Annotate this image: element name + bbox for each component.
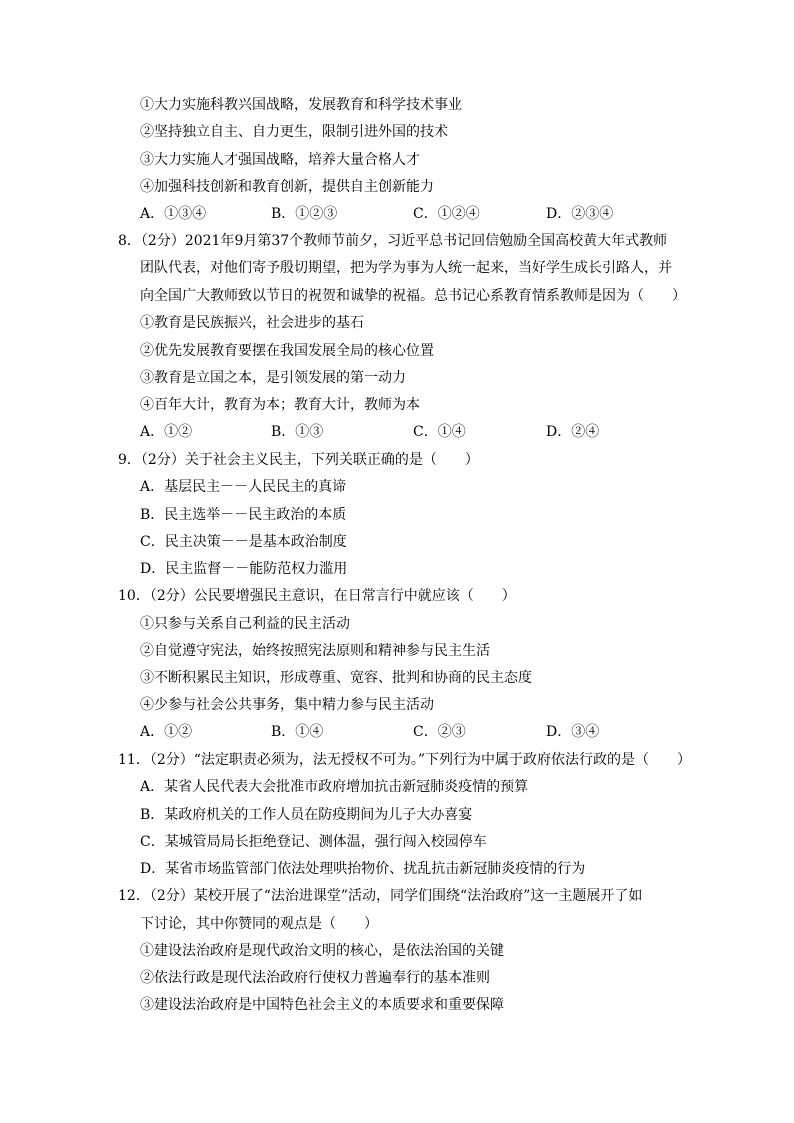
q7-statement-4: ④加强科技创新和教育创新，提供自主创新能力 (140, 179, 434, 195)
q7-options (140, 205, 660, 223)
q9-choice-a[interactable]: A．基层民主－－人民民主的真谛 (140, 479, 347, 495)
q7-option-c[interactable]: C．①②④ (413, 206, 480, 222)
q7-statement-3: ③大力实施人才强国战略，培养大量合格人才 (140, 152, 420, 168)
q10-statement-1: ①只参与关系自己利益的民主活动 (140, 616, 350, 632)
q10-options (140, 723, 660, 741)
q8-stem-line-1: 8．（2分）2021年9月第37个教师节前夕，习近平总书记回信勉励全国高校黄大年式教师 (118, 233, 668, 249)
q8-stem-line-3: 向全国广大教师致以节日的祝贺和诚挚的祝福。总书记心系教育情系教师是因为（ ） (140, 288, 686, 304)
q8-statement-3: ③教育是立国之本，是引领发展的第一动力 (140, 370, 406, 386)
q9-choice-b[interactable]: B．民主选举－－民主政治的本质 (140, 507, 347, 523)
q8-option-a[interactable]: A．①② (140, 424, 193, 440)
q10-statement-4: ④少参与社会公共事务，集中精力参与民主活动 (140, 697, 434, 713)
q8-option-d[interactable]: D．②④ (546, 424, 600, 440)
q12-statement-1: ①建设法治政府是现代政治文明的核心，是依法治国的关键 (140, 943, 504, 959)
q8-statement-2: ②优先发展教育要摆在我国发展全局的核心位置 (140, 343, 434, 359)
q12-stem-line-1: 12．（2分）某校开展了“法治进课堂”活动，同学们围绕“法治政府”这一主题展开了如 (118, 888, 643, 904)
q7-option-d[interactable]: D．②③④ (546, 206, 614, 222)
q7-statement-1: ①大力实施科教兴国战略，发展教育和科学技术事业 (140, 97, 462, 113)
q10-statement-3: ③不断积累民主知识，形成尊重、宽容、批判和协商的民主态度 (140, 670, 532, 686)
q8-option-b[interactable]: B．①③ (271, 424, 324, 440)
q10-option-c[interactable]: C．②③ (413, 724, 466, 740)
q9-choice-c[interactable]: C．民主决策－－是基本政治制度 (140, 534, 347, 550)
q7-option-a[interactable]: A．①③④ (140, 206, 207, 222)
q11-choice-c[interactable]: C．某城管局局长拒绝登记、测体温，强行闯入校园停车 (140, 834, 487, 850)
q8-option-c[interactable]: C．①④ (413, 424, 466, 440)
q9-stem: 9．（2分）关于社会主义民主，下列关联正确的是（ ） (118, 452, 479, 468)
q12-statement-3: ③建设法治政府是中国特色社会主义的本质要求和重要保障 (140, 997, 504, 1013)
q8-options (140, 423, 660, 441)
q7-statement-2: ②坚持独立自主、自力更生，限制引进外国的技术 (140, 124, 448, 140)
q11-choice-b[interactable]: B．某政府机关的工作人员在防疫期间为儿子大办喜宴 (140, 807, 473, 823)
q8-statement-1: ①教育是民族振兴，社会进步的基石 (140, 315, 364, 331)
q11-stem: 11．（2分）“法定职责必须为，法无授权不可为。”下列行为中属于政府依法行政的是（ ） (118, 752, 692, 768)
q10-stem: 10．（2分）公民要增强民主意识，在日常言行中就应该（ ） (118, 588, 516, 604)
q10-statement-2: ②自觉遵守宪法，始终按照宪法原则和精神参与民主生活 (140, 643, 490, 659)
q12-statement-2: ②依法行政是现代法治政府行使权力普遍奉行的基本准则 (140, 970, 490, 986)
q8-stem-line-2: 团队代表，对他们寄予殷切期望，把为学为事为人统一起来，当好学生成长引路人，并 (140, 260, 672, 276)
q10-option-a[interactable]: A．①② (140, 724, 193, 740)
q10-option-d[interactable]: D．③④ (546, 724, 600, 740)
q11-choice-d[interactable]: D．某省市场监管部门依法处理哄抬物价、扰乱抗击新冠肺炎疫情的行为 (140, 861, 586, 877)
q11-choice-a[interactable]: A．某省人民代表大会批准市政府增加抗击新冠肺炎疫情的预算 (140, 779, 529, 795)
q9-choice-d[interactable]: D．民主监督－－能防范权力滥用 (140, 561, 348, 577)
q8-statement-4: ④百年大计，教育为本；教育大计，教师为本 (140, 397, 420, 413)
q7-option-b[interactable]: B．①②③ (271, 206, 338, 222)
q10-option-b[interactable]: B．①④ (271, 724, 324, 740)
q12-stem-line-2: 下讨论，其中你赞同的观点是（ ） (140, 916, 378, 932)
